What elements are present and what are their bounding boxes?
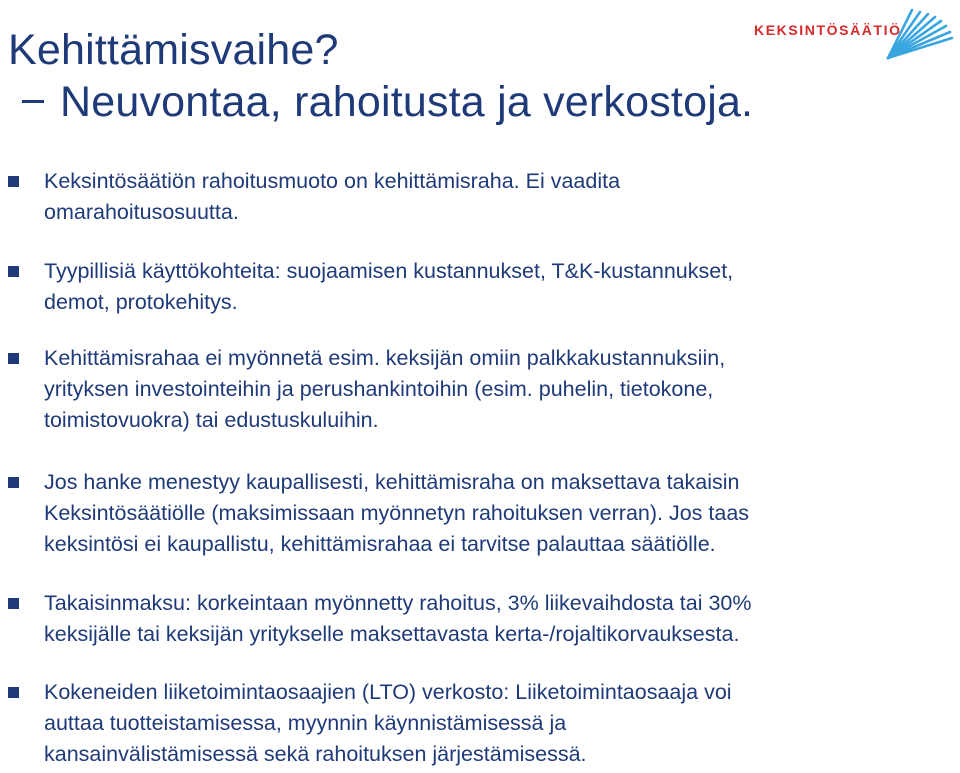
bullet-text [44,677,924,770]
bullet-line: kansainvälistämisessä sekä rahoituksen järjestämisessä. [44,742,587,766]
title-line-2-row [8,76,753,128]
bullet-line: Kehittämisrahaa ei myönnetä esim. keksijän omiin palkkakustannuksiin, [44,346,726,370]
bullet-line: toimistovuokra) tai edustuskuluihin. [44,408,379,432]
bullet-line: omarahoitusosuutta. [44,200,239,224]
bullet-line: Kokeneiden liiketoimintaosaajien (LTO) verkosto: Liiketoimintaosaaja voi [44,680,732,704]
bullet-line: Jos hanke menestyy kaupallisesti, kehittämisraha on maksettava takaisin [44,470,740,494]
bullet-text [44,467,924,560]
bullet-line: yrityksen investointeihin ja perushankintoihin (esim. puhelin, tietokone, [44,377,714,401]
square-bullet-icon [8,176,19,187]
square-bullet-icon [8,687,19,698]
square-bullet-icon [8,353,19,364]
keksintosaatio-fan-icon [884,4,956,62]
bullet-text [44,343,924,436]
bullet-line: keksintösi ei kaupallistu, kehittämisrahaa ei tarvitse palauttaa säätiölle. [44,532,716,556]
bullet-line: Takaisinmaksu: korkeintaan myönnetty rahoitus, 3% liikevaihdosta tai 30% [44,591,752,615]
bullet-line: auttaa tuotteistamisessa, myynnin käynnistämisessä ja [44,711,567,735]
brand-logo-text: KEKSINTÖSÄÄTIÖ [754,22,902,38]
slide-title [8,24,753,128]
square-bullet-icon [8,266,19,277]
dash-icon [22,100,44,103]
bullet-line: demot, protokehitys. [44,290,238,314]
bullet-text [44,256,924,318]
bullet-line: Tyypillisiä käyttökohteita: suojaamisen kustannukset, T&K-kustannukset, [44,259,734,283]
bullet-line: Keksintösäätiön rahoitusmuoto on kehittämisraha. Ei vaadita [44,169,621,193]
bullet-text [44,166,924,228]
title-line-2: Neuvontaa, rahoitusta ja verkostoja. [60,78,754,126]
title-line-1: Kehittämisvaihe? [8,26,339,74]
bullet-text [44,588,924,650]
bullet-line: keksijälle tai keksijän yritykselle maksettavasta kerta-/rojaltikorvauksesta. [44,622,740,646]
bullet-line: Keksintösäätiölle (maksimissaan myönnetyn rahoituksen verran). Jos taas [44,501,750,525]
square-bullet-icon [8,477,19,488]
square-bullet-icon [8,598,19,609]
